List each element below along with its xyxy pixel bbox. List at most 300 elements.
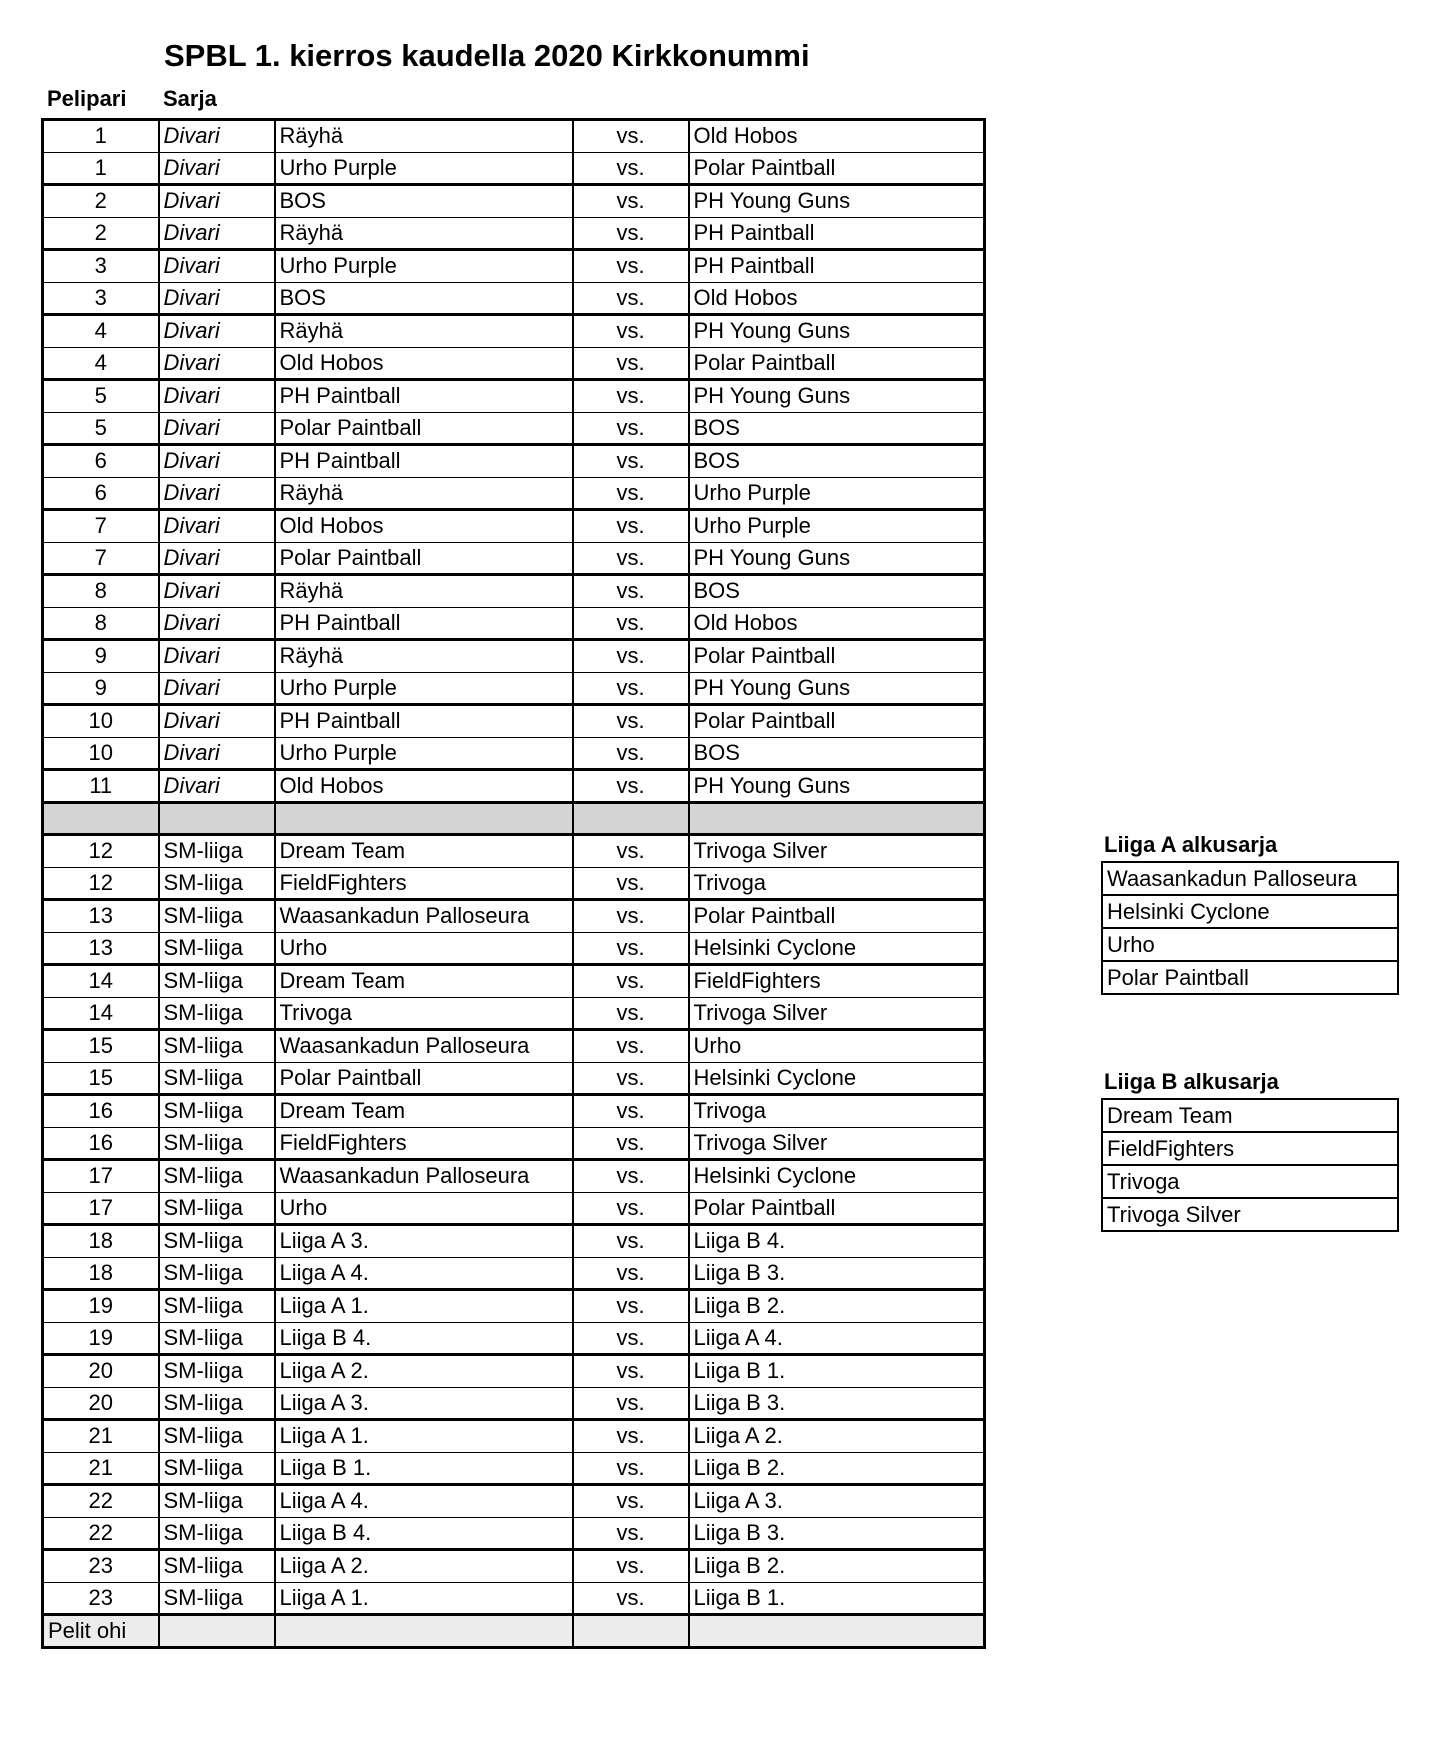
home-team-cell: Urho [275, 1192, 573, 1225]
match-row [43, 1192, 985, 1225]
away-team-cell: Liiga A 3. [689, 1485, 985, 1518]
match-row [43, 1062, 985, 1095]
pair-number-cell: 16 [43, 1127, 159, 1160]
series-cell: Divari [159, 347, 275, 380]
match-row [43, 575, 985, 608]
away-team-cell: Trivoga [689, 867, 985, 900]
home-team-cell: Urho Purple [275, 737, 573, 770]
home-team-cell: Räyhä [275, 217, 573, 250]
home-team-cell: Waasankadun Palloseura [275, 900, 573, 933]
series-cell: SM-liiga [159, 867, 275, 900]
versus-cell: vs. [573, 1225, 689, 1258]
pair-number-cell: 23 [43, 1550, 159, 1583]
away-team-cell: Trivoga Silver [689, 997, 985, 1030]
match-row [43, 250, 985, 283]
series-cell: SM-liiga [159, 1095, 275, 1128]
match-row [43, 607, 985, 640]
series-cell: Divari [159, 445, 275, 478]
versus-cell: vs. [573, 1452, 689, 1485]
home-team-cell: Liiga B 4. [275, 1517, 573, 1550]
series-cell: SM-liiga [159, 1355, 275, 1388]
versus-cell: vs. [573, 1257, 689, 1290]
home-team-cell: PH Paintball [275, 380, 573, 413]
pair-number-cell: 7 [43, 510, 159, 543]
away-team-cell: Liiga B 3. [689, 1517, 985, 1550]
away-team-cell: Liiga A 2. [689, 1420, 985, 1453]
series-cell: Divari [159, 770, 275, 803]
liiga-b-team-row [1102, 1099, 1398, 1132]
versus-cell: vs. [573, 347, 689, 380]
liiga-b-team-cell: Dream Team [1102, 1099, 1398, 1132]
column-header-sarja: Sarja [163, 86, 217, 111]
match-row [43, 705, 985, 738]
pair-number-cell: 11 [43, 770, 159, 803]
series-cell: Divari [159, 575, 275, 608]
match-row [43, 1582, 985, 1615]
pair-number-cell: 16 [43, 1095, 159, 1128]
pair-number-cell: 4 [43, 315, 159, 348]
series-cell: SM-liiga [159, 1420, 275, 1453]
away-team-cell: BOS [689, 737, 985, 770]
pair-number-cell: 6 [43, 477, 159, 510]
match-row [43, 412, 985, 445]
home-team-cell: Urho [275, 932, 573, 965]
home-team-cell: Liiga A 3. [275, 1225, 573, 1258]
liiga-a-team-row [1102, 928, 1398, 961]
series-cell: SM-liiga [159, 1517, 275, 1550]
series-cell: Divari [159, 477, 275, 510]
match-row [43, 315, 985, 348]
match-row [43, 282, 985, 315]
home-team-cell: Liiga A 2. [275, 1550, 573, 1583]
versus-cell: vs. [573, 120, 689, 153]
match-row [43, 1322, 985, 1355]
away-team-cell: Helsinki Cyclone [689, 932, 985, 965]
away-team-cell: Polar Paintball [689, 1192, 985, 1225]
versus-cell: vs. [573, 1582, 689, 1615]
liiga-a-team-cell: Waasankadun Palloseura [1102, 862, 1398, 895]
series-cell: SM-liiga [159, 997, 275, 1030]
pair-number-cell: 6 [43, 445, 159, 478]
away-team-cell: Trivoga Silver [689, 1127, 985, 1160]
away-team-cell: Liiga B 3. [689, 1257, 985, 1290]
match-row [43, 1550, 985, 1583]
versus-cell: vs. [573, 835, 689, 868]
series-cell: SM-liiga [159, 1030, 275, 1063]
pair-number-cell: 5 [43, 380, 159, 413]
liiga-a-team-cell: Urho [1102, 928, 1398, 961]
pair-number-cell: 20 [43, 1355, 159, 1388]
empty-cell [159, 1615, 275, 1648]
home-team-cell: Urho Purple [275, 250, 573, 283]
empty-cell [689, 802, 985, 835]
home-team-cell: Liiga B 4. [275, 1322, 573, 1355]
match-row [43, 1355, 985, 1388]
series-cell: SM-liiga [159, 1062, 275, 1095]
pair-number-cell: 18 [43, 1225, 159, 1258]
match-row [43, 510, 985, 543]
home-team-cell: BOS [275, 185, 573, 218]
match-row [43, 380, 985, 413]
match-row [43, 542, 985, 575]
pair-number-cell: 14 [43, 965, 159, 998]
match-row [43, 1290, 985, 1323]
pair-number-cell: 17 [43, 1160, 159, 1193]
home-team-cell: Dream Team [275, 835, 573, 868]
versus-cell: vs. [573, 1127, 689, 1160]
series-cell: Divari [159, 217, 275, 250]
match-row [43, 1127, 985, 1160]
versus-cell: vs. [573, 737, 689, 770]
versus-cell: vs. [573, 250, 689, 283]
empty-cell [573, 802, 689, 835]
match-row [43, 1420, 985, 1453]
away-team-cell: Old Hobos [689, 607, 985, 640]
away-team-cell: Old Hobos [689, 282, 985, 315]
home-team-cell: Old Hobos [275, 347, 573, 380]
match-row [43, 737, 985, 770]
liiga-b-team-cell: Trivoga [1102, 1165, 1398, 1198]
home-team-cell: Räyhä [275, 640, 573, 673]
liiga-b-team-row [1102, 1132, 1398, 1165]
versus-cell: vs. [573, 672, 689, 705]
match-row [43, 867, 985, 900]
away-team-cell: Liiga B 4. [689, 1225, 985, 1258]
match-row [43, 1225, 985, 1258]
away-team-cell: Trivoga [689, 1095, 985, 1128]
pair-number-cell: 12 [43, 835, 159, 868]
separator-row [43, 802, 985, 835]
liiga-b-table [1101, 1098, 1399, 1232]
versus-cell: vs. [573, 900, 689, 933]
home-team-cell: Liiga A 4. [275, 1257, 573, 1290]
home-team-cell: FieldFighters [275, 1127, 573, 1160]
home-team-cell: PH Paintball [275, 607, 573, 640]
empty-cell [573, 1615, 689, 1648]
empty-cell [275, 802, 573, 835]
series-cell: Divari [159, 315, 275, 348]
pair-number-cell: 3 [43, 282, 159, 315]
series-cell: SM-liiga [159, 835, 275, 868]
home-team-cell: Urho Purple [275, 672, 573, 705]
series-cell: Divari [159, 672, 275, 705]
series-cell: Divari [159, 412, 275, 445]
match-row [43, 445, 985, 478]
pair-number-cell: 17 [43, 1192, 159, 1225]
home-team-cell: Polar Paintball [275, 542, 573, 575]
away-team-cell: Polar Paintball [689, 900, 985, 933]
home-team-cell: Räyhä [275, 575, 573, 608]
versus-cell: vs. [573, 1387, 689, 1420]
match-row [43, 1485, 985, 1518]
versus-cell: vs. [573, 1420, 689, 1453]
home-team-cell: Räyhä [275, 120, 573, 153]
pair-number-cell: 7 [43, 542, 159, 575]
series-cell: SM-liiga [159, 1550, 275, 1583]
away-team-cell: Liiga B 2. [689, 1550, 985, 1583]
pair-number-cell: 2 [43, 217, 159, 250]
pair-number-cell: 8 [43, 575, 159, 608]
series-cell: SM-liiga [159, 1127, 275, 1160]
away-team-cell: Urho Purple [689, 477, 985, 510]
away-team-cell: Polar Paintball [689, 705, 985, 738]
away-team-cell: PH Paintball [689, 217, 985, 250]
home-team-cell: BOS [275, 282, 573, 315]
versus-cell: vs. [573, 607, 689, 640]
versus-cell: vs. [573, 575, 689, 608]
liiga-b-team-row [1102, 1165, 1398, 1198]
home-team-cell: PH Paintball [275, 705, 573, 738]
away-team-cell: PH Young Guns [689, 542, 985, 575]
pair-number-cell: 20 [43, 1387, 159, 1420]
match-row [43, 185, 985, 218]
versus-cell: vs. [573, 1160, 689, 1193]
home-team-cell: Liiga A 1. [275, 1290, 573, 1323]
away-team-cell: Liiga B 3. [689, 1387, 985, 1420]
series-cell: SM-liiga [159, 1485, 275, 1518]
away-team-cell: Polar Paintball [689, 640, 985, 673]
home-team-cell: Dream Team [275, 965, 573, 998]
match-row [43, 1257, 985, 1290]
series-cell: SM-liiga [159, 1192, 275, 1225]
liiga-a-team-cell: Polar Paintball [1102, 961, 1398, 994]
series-cell: SM-liiga [159, 1290, 275, 1323]
pair-number-cell: 3 [43, 250, 159, 283]
series-cell: SM-liiga [159, 1452, 275, 1485]
series-cell: Divari [159, 542, 275, 575]
pair-number-cell: 1 [43, 120, 159, 153]
liiga-a-team-row [1102, 895, 1398, 928]
pair-number-cell: 22 [43, 1517, 159, 1550]
home-team-cell: Liiga A 3. [275, 1387, 573, 1420]
away-team-cell: Trivoga Silver [689, 835, 985, 868]
pair-number-cell: 10 [43, 737, 159, 770]
liiga-a-title: Liiga A alkusarja [1104, 832, 1278, 857]
versus-cell: vs. [573, 965, 689, 998]
versus-cell: vs. [573, 1290, 689, 1323]
match-row [43, 1030, 985, 1063]
versus-cell: vs. [573, 1322, 689, 1355]
away-team-cell: PH Paintball [689, 250, 985, 283]
series-cell: SM-liiga [159, 1257, 275, 1290]
series-cell: Divari [159, 120, 275, 153]
match-row [43, 965, 985, 998]
pair-number-cell: 2 [43, 185, 159, 218]
liiga-b-team-cell: Trivoga Silver [1102, 1198, 1398, 1231]
away-team-cell: Urho [689, 1030, 985, 1063]
pair-number-cell: 1 [43, 152, 159, 185]
away-team-cell: Liiga B 1. [689, 1582, 985, 1615]
liiga-b-team-cell: FieldFighters [1102, 1132, 1398, 1165]
home-team-cell: Liiga A 1. [275, 1420, 573, 1453]
away-team-cell: Helsinki Cyclone [689, 1062, 985, 1095]
pair-number-cell: 19 [43, 1322, 159, 1355]
away-team-cell: Polar Paintball [689, 347, 985, 380]
versus-cell: vs. [573, 1095, 689, 1128]
pair-number-cell: 21 [43, 1452, 159, 1485]
pair-number-cell: 5 [43, 412, 159, 445]
away-team-cell: Helsinki Cyclone [689, 1160, 985, 1193]
series-cell: SM-liiga [159, 1322, 275, 1355]
match-row [43, 1452, 985, 1485]
pair-number-cell: 19 [43, 1290, 159, 1323]
home-team-cell: Waasankadun Palloseura [275, 1030, 573, 1063]
away-team-cell: PH Young Guns [689, 770, 985, 803]
series-cell: SM-liiga [159, 1582, 275, 1615]
away-team-cell: Old Hobos [689, 120, 985, 153]
home-team-cell: Waasankadun Palloseura [275, 1160, 573, 1193]
home-team-cell: Urho Purple [275, 152, 573, 185]
series-cell: SM-liiga [159, 965, 275, 998]
empty-cell [159, 802, 275, 835]
match-schedule-table [41, 118, 986, 1649]
versus-cell: vs. [573, 1550, 689, 1583]
pair-number-cell: 8 [43, 607, 159, 640]
match-row [43, 640, 985, 673]
liiga-b-team-row [1102, 1198, 1398, 1231]
versus-cell: vs. [573, 217, 689, 250]
pair-number-cell: 10 [43, 705, 159, 738]
empty-cell [275, 1615, 573, 1648]
away-team-cell: Urho Purple [689, 510, 985, 543]
series-cell: Divari [159, 510, 275, 543]
match-row [43, 477, 985, 510]
versus-cell: vs. [573, 315, 689, 348]
page-title: SPBL 1. kierros kaudella 2020 Kirkkonummi [164, 38, 810, 73]
column-header-pelipari: Pelipari [47, 86, 127, 111]
away-team-cell: Liiga B 2. [689, 1452, 985, 1485]
series-cell: SM-liiga [159, 1387, 275, 1420]
versus-cell: vs. [573, 477, 689, 510]
away-team-cell: Liiga A 4. [689, 1322, 985, 1355]
home-team-cell: Liiga B 1. [275, 1452, 573, 1485]
series-cell: Divari [159, 282, 275, 315]
match-row [43, 835, 985, 868]
home-team-cell: Old Hobos [275, 770, 573, 803]
series-cell: SM-liiga [159, 1225, 275, 1258]
versus-cell: vs. [573, 770, 689, 803]
liiga-b-title: Liiga B alkusarja [1104, 1069, 1279, 1094]
away-team-cell: BOS [689, 445, 985, 478]
series-cell: SM-liiga [159, 1160, 275, 1193]
versus-cell: vs. [573, 997, 689, 1030]
away-team-cell: PH Young Guns [689, 315, 985, 348]
home-team-cell: Räyhä [275, 315, 573, 348]
away-team-cell: PH Young Guns [689, 380, 985, 413]
versus-cell: vs. [573, 932, 689, 965]
home-team-cell: Liiga A 2. [275, 1355, 573, 1388]
match-row [43, 672, 985, 705]
series-cell: Divari [159, 737, 275, 770]
versus-cell: vs. [573, 412, 689, 445]
empty-cell [43, 802, 159, 835]
pair-number-cell: 14 [43, 997, 159, 1030]
away-team-cell: BOS [689, 412, 985, 445]
match-row [43, 347, 985, 380]
match-row [43, 932, 985, 965]
series-cell: Divari [159, 152, 275, 185]
versus-cell: vs. [573, 867, 689, 900]
versus-cell: vs. [573, 1192, 689, 1225]
versus-cell: vs. [573, 1485, 689, 1518]
home-team-cell: FieldFighters [275, 867, 573, 900]
pair-number-cell: 18 [43, 1257, 159, 1290]
liiga-a-team-row [1102, 862, 1398, 895]
liiga-a-team-row [1102, 961, 1398, 994]
series-cell: Divari [159, 607, 275, 640]
versus-cell: vs. [573, 542, 689, 575]
home-team-cell: Liiga A 4. [275, 1485, 573, 1518]
home-team-cell: Polar Paintball [275, 412, 573, 445]
pair-number-cell: 23 [43, 1582, 159, 1615]
footer-label: Pelit ohi [43, 1615, 159, 1648]
liiga-a-team-cell: Helsinki Cyclone [1102, 895, 1398, 928]
versus-cell: vs. [573, 1030, 689, 1063]
away-team-cell: FieldFighters [689, 965, 985, 998]
away-team-cell: BOS [689, 575, 985, 608]
match-row [43, 997, 985, 1030]
away-team-cell: Liiga B 1. [689, 1355, 985, 1388]
home-team-cell: Old Hobos [275, 510, 573, 543]
pair-number-cell: 22 [43, 1485, 159, 1518]
versus-cell: vs. [573, 705, 689, 738]
pair-number-cell: 9 [43, 640, 159, 673]
match-row [43, 900, 985, 933]
versus-cell: vs. [573, 380, 689, 413]
series-cell: Divari [159, 250, 275, 283]
match-row [43, 217, 985, 250]
series-cell: Divari [159, 640, 275, 673]
match-row [43, 1387, 985, 1420]
pair-number-cell: 12 [43, 867, 159, 900]
pair-number-cell: 21 [43, 1420, 159, 1453]
series-cell: SM-liiga [159, 932, 275, 965]
versus-cell: vs. [573, 445, 689, 478]
footer-row [43, 1615, 985, 1648]
away-team-cell: PH Young Guns [689, 672, 985, 705]
pair-number-cell: 15 [43, 1062, 159, 1095]
match-row [43, 1517, 985, 1550]
away-team-cell: Polar Paintball [689, 152, 985, 185]
liiga-a-table [1101, 861, 1399, 995]
pair-number-cell: 15 [43, 1030, 159, 1063]
home-team-cell: Dream Team [275, 1095, 573, 1128]
match-row [43, 770, 985, 803]
home-team-cell: Trivoga [275, 997, 573, 1030]
versus-cell: vs. [573, 1355, 689, 1388]
versus-cell: vs. [573, 1062, 689, 1095]
series-cell: Divari [159, 185, 275, 218]
series-cell: SM-liiga [159, 900, 275, 933]
versus-cell: vs. [573, 152, 689, 185]
match-row [43, 1160, 985, 1193]
versus-cell: vs. [573, 510, 689, 543]
home-team-cell: Liiga A 1. [275, 1582, 573, 1615]
versus-cell: vs. [573, 1517, 689, 1550]
pair-number-cell: 13 [43, 900, 159, 933]
series-cell: Divari [159, 380, 275, 413]
match-row [43, 1095, 985, 1128]
versus-cell: vs. [573, 282, 689, 315]
home-team-cell: PH Paintball [275, 445, 573, 478]
versus-cell: vs. [573, 640, 689, 673]
versus-cell: vs. [573, 185, 689, 218]
home-team-cell: Polar Paintball [275, 1062, 573, 1095]
series-cell: Divari [159, 705, 275, 738]
empty-cell [689, 1615, 985, 1648]
pair-number-cell: 13 [43, 932, 159, 965]
match-row [43, 120, 985, 153]
